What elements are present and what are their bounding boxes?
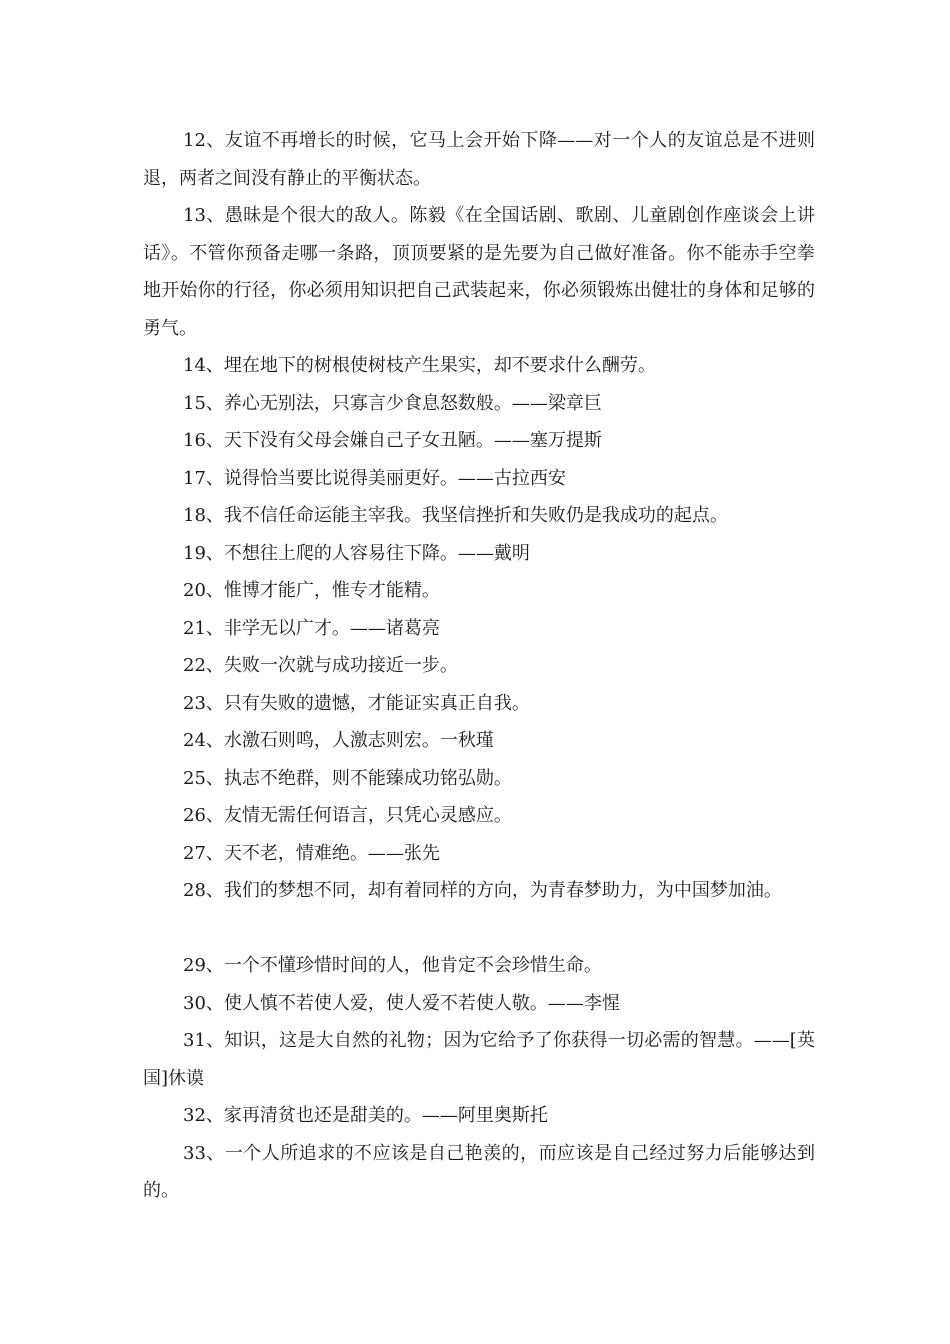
quote-12: 12、友谊不再增长的时候，它马上会开始下降——对一个人的友谊总是不进则退，两者之间没有静止的平衡状态。 (143, 130, 815, 189)
quote-13: 13、愚昧是个很大的敌人。陈毅《在全国话剧、歌剧、儿童剧创作座谈会上讲话》。不管你预备走哪一条路，顶顶要紧的是先要为自己做好准备。你不能赤手空拳地开始你的行径，你必须用知识把自己武装起来，你必须锻炼出健壮的身体和足够的勇气。 (143, 205, 815, 339)
quote-26: 26、友情无需任何语言，只凭心灵感应。 (183, 805, 512, 826)
quote-21: 21、非学无以广才。——诸葛亮 (183, 617, 440, 639)
quote-20: 20、惟博才能广，惟专才能精。 (183, 580, 440, 601)
quote-15: 15、养心无别法，只寡言少食息怒数般。——梁章巨 (183, 392, 602, 414)
quote-18: 18、我不信任命运能主宰我。我坚信挫折和失败仍是我成功的起点。 (183, 505, 728, 526)
quote-32: 32、家再清贫也还是甜美的。——阿里奥斯托 (183, 1105, 548, 1126)
paragraph-gap (143, 910, 815, 948)
quote-25: 25、执志不绝群，则不能臻成功铭弘勋。 (183, 767, 512, 789)
quote-28: 28、我们的梦想不同，却有着同样的方向，为青春梦助力，为中国梦加油。 (183, 880, 782, 901)
quote-17: 17、说得恰当要比说得美丽更好。——古拉西安 (183, 467, 566, 489)
quote-29: 29、一个不懂珍惜时间的人，他肯定不会珍惜生命。 (183, 955, 602, 976)
quote-list (143, 122, 815, 1210)
quote-27: 27、天不老，情难绝。——张先 (183, 842, 440, 864)
quote-24: 24、水激石则鸣，人激志则宏。一秋瑾 (183, 730, 494, 751)
quote-30: 30、使人慎不若使人爱，使人爱不若使人敬。——李惺 (183, 992, 620, 1014)
quote-33: 33、一个人所追求的不应该是自己艳羡的，而应该是自己经过努力后能够达到的。 (143, 1142, 815, 1201)
quote-23: 23、只有失败的遗憾，才能证实真正自我。 (183, 692, 530, 714)
quote-31: 31、知识，这是大自然的礼物；因为它给予了你获得一切必需的智慧。——[英国]休谟 (143, 1030, 815, 1089)
quote-19: 19、不想往上爬的人容易往下降。——戴明 (183, 542, 530, 564)
quote-14: 14、埋在地下的树根使树枝产生果实，却不要求什么酬劳。 (183, 355, 656, 376)
quote-22: 22、失败一次就与成功接近一步。 (183, 655, 458, 676)
quote-16: 16、天下没有父母会嫌自己子女丑陋。——塞万提斯 (183, 430, 602, 451)
